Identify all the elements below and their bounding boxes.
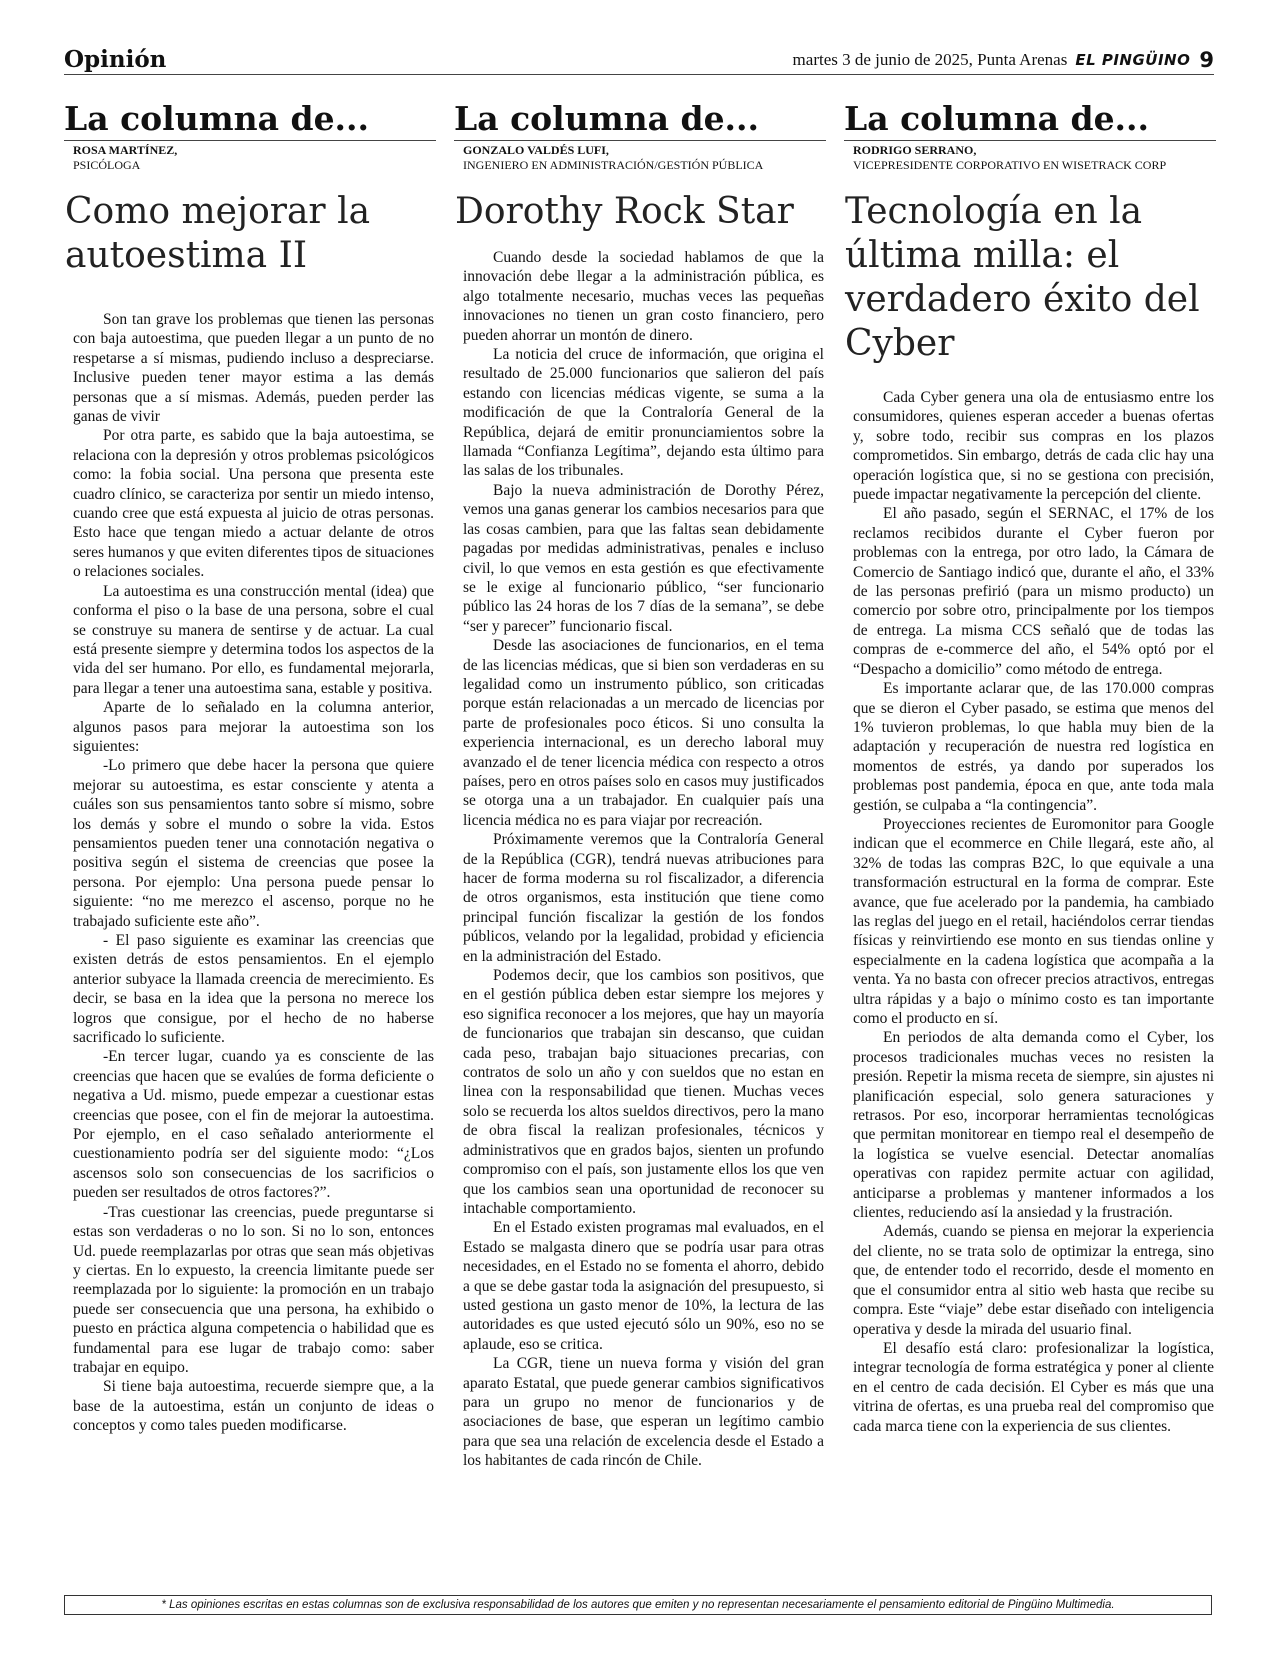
author-role: VICEPRESIDENTE CORPORATIVO EN WISETRACK CORP [853,158,1167,172]
column-3 [844,98,1216,1436]
section-title: Opinión [64,46,167,73]
header-right [793,46,1214,74]
article-paragraph: Podemos decir, que los cambios son positivos, que en el gestión pública deben estar siempre los mejores y eso significa reconocer a los mejores, que hay un mayoría de funcionarios que trabajan sin descanso, que cuidan cada peso, trabajan bajo situaciones precarias, con contratos de solo un año y con sueldos que no estan en linea con la responsabilidad que tienen. Muchas veces solo se recuerda los altos sueldos directivos, pero la mano de obra fiscal la realizan profesionales, técnicos y administrativos que en grados bajos, sienten un profundo compromiso con el país, son justamente ellos los que ven que los cambios sean una oportunidad de reconocer su intachable comportamiento. [463,967,824,1217]
article-body [64,310,436,1436]
article-paragraph: En periodos de alta demanda como el Cyber, los procesos tradicionales muchas veces no resisten la presión. Repetir la misma receta de siempre, sin ajustes ni planificación especial, solo genera saturaciones y retrasos. Por eso, incorporar herramientas tecnológicas que permitan monitorear en tiempo real el desempeño de la logística se vuelve esencial. Detectar anomalías operativas con rapidez permite actuar con agilidad, anticiparse a problemas y mantener informados a los clientes, reduciendo así la ansiedad y la frustración. [853,1029,1214,1222]
article-paragraph: La noticia del cruce de información, que origina el resultado de 25.000 funcionarios que salieron del país estando con licencias médicas vigente, se suma a la modificación de que la Contraloría General de la República, dejará de emitir pronunciamientos sobre la llamada “Confianza Legítima”, dejando esta último para las salas de los tribunales. [463,346,824,480]
article-paragraph: Por otra parte, es sabido que la baja autoestima, se relaciona con la depresión y otros problemas psicológicos como: la fobia social. Una persona que presenta este cuadro clínico, se caracteriza por sentir un miedo intenso, cuando cree que está expuesta al juicio de otras personas. Esto hace que tengan miedo a actuar delante de otros seres humanos y que eviten diferentes tipos de situaciones o relaciones sociales. [73,427,434,581]
article-paragraph: -En tercer lugar, cuando ya es consciente de las creencias que hacen que se evalúes de forma deficiente o negativa a Ud. mismo, puede empezar a cuestionar estas creencias que posee, con el fin de mejorar la autoestima. Por ejemplo, en el caso señalado anteriormente el cuestionamiento podría ser del siguiente modo: “¿Los ascensos solo son consecuencias de los sacrificios o pueden ser resultados de otros factores?”. [73,1048,434,1202]
page-header [64,46,1214,75]
column-1 [64,98,436,1436]
article-paragraph: Son tan grave los problemas que tienen las personas con baja autoestima, que pueden llegar a un punto de no respetarse a sí mismas, pudiendo incluso a despreciarse. Inclusive pueden tener mayor estima a las demás personas que a sí mismas. Además, pueden perder las ganas de vivir [73,311,434,426]
article-paragraph: Además, cuando se piensa en mejorar la experiencia del cliente, no se trata solo de optimizar la entrega, sino que, de entender todo el recorrido, desde el momento en que el consumidor entra al sitio web hasta que recibe su compra. Este “viaje” debe estar diseñado con inteligencia operativa y desde la mirada del usuario final. [853,1223,1214,1338]
article-headline: Dorothy Rock Star [455,191,794,232]
column-kicker: La columna de... [64,98,436,141]
article-paragraph: El desafío está claro: profesionalizar la logística, integrar tecnología de forma estratégica y poner al cliente en el centro de cada decisión. El Cyber es más que una vitrina de ofertas, es una prueba real del compromiso que cada marca tiene con la experiencia de sus clientes. [853,1339,1214,1435]
byline [64,143,436,173]
author-name: RODRIGO SERRANO, [853,143,977,157]
article-paragraph: En el Estado existen programas mal evaluados, en el Estado se malgasta dinero que se podría usar para otras necesidades, en el Estado no se fomenta el ahorro, debido a que se debe gastar toda la asignación del presupuesto, si usted gestiona un gasto menor de 10%, la lectura de las autoridades es que usted ejecutó sólo un 90%, eso no se aplaude, eso se critica. [463,1219,824,1353]
byline [454,143,826,173]
article-paragraph: -Tras cuestionar las creencias, puede preguntarse si estas son verdaderas o no lo son. Si no lo son, entonces Ud. puede reemplazarlas por otras que sean más objetivas y ciertas. En lo expuesto, la creencia limitante puede ser reemplazada por lo siguiente: la promoción en un trabajo puede ser consecuencia que una persona, ha exhibido o puesto en práctica alguna competencia o habilidad que es fundamental para ese lugar de trabajo como: saber trabajar en equipo. [73,1203,434,1376]
newspaper-logo: EL PINGÜINO [1075,51,1191,69]
column-kicker: La columna de... [454,98,826,141]
article-paragraph: Bajo la nueva administración de Dorothy Pérez, vemos una ganas generar los cambios necesarios para que las cosas cambien, para que las faltas sean debidamente pagadas por medidas administrativas, penales e incluso civil, lo que vemos en esta gestión es que efectivamente se le exige al funcionario público, “ser funcionario público las 24 horas de los 7 días de la semana”, se debe “ser y parecer” funcionario fiscal. [463,481,824,635]
article-paragraph: El año pasado, según el SERNAC, el 17% de los reclamos recibidos durante el Cyber fueron por problemas con la entrega, por otro lado, la Cámara de Comercio de Santiago indicó que, durante el año, el 33% de las personas prefirió (para un mismo producto) un comercio por sobre otro, principalmente por los tiempos de entrega. La misma CCS señaló que de todas las compras de e-commerce del año, el 54% optó por el “Despacho a domicilio” como método de entrega. [853,505,1214,678]
article-paragraph: Es importante aclarar que, de las 170.000 compras que se dieron el Cyber pasado, se estima que menos del 1% tuvieron problemas, lo que habla muy bien de la adaptación y recuperación de nuestra red logística en momentos de estrés, ya dando por superados los problemas post pandemia, época en que, ante toda mala gestión, se culpaba a “la contingencia”. [853,680,1214,814]
article-paragraph: Cuando desde la sociedad hablamos de que la innovación debe llegar a la administración pública, es algo totalmente necesario, muchas veces las pequeñas innovaciones no tienen un gran costo financiero, pero pueden ahorrar un montón de dinero. [463,249,824,344]
article-paragraph: Aparte de lo señalado en la columna anterior, algunos pasos para mejorar la autoestima son los siguientes: [73,699,434,755]
column-2 [454,98,826,1471]
article-paragraph: La CGR, tiene un nueva forma y visión del gran aparato Estatal, que puede generar cambios significativos para un grupo no menor de funcionarios y de asociaciones de base, que esperan un legítimo cambio para que sea una relación de excelencia desde el Estado a los habitantes de cada rincón de Chile. [463,1355,824,1470]
byline [844,143,1216,173]
author-name: GONZALO VALDÉS LUFI, [463,143,609,157]
article-paragraph: Cada Cyber genera una ola de entusiasmo entre los consumidores, quienes esperan acceder a buenas ofertas y, sobre todo, recibir sus compras en los plazos comprometidos. Sin embargo, detrás de cada clic hay una operación logística que, si no se gestiona con precisión, puede impactar negativamente la percepción del cliente. [853,389,1214,504]
article-paragraph: Proyecciones recientes de Euromonitor para Google indican que el ecommerce en Chile llegará, este año, al 32% de todas las compras B2C, lo que equivale a una transformación estructural en la forma de comprar. Este avance, que fue acelerado por la pandemia, ha cambiado las reglas del juego en el retail, haciéndolos cerrar tiendas físicas y reinvirtiendo ese monto en sus tiendas online y especialmente en la cadena logística que acompaña a la venta. Ya no basta con ofrecer precios atractivos, entregas ultra rápidas y a bajo o mínimo costo es tan importante como el producto en sí. [853,815,1214,1027]
column-kicker: La columna de... [844,98,1216,141]
article-headline: Tecnología en la última milla: el verdadero éxito del Cyber [845,191,1200,364]
article-paragraph: Si tiene baja autoestima, recuerde siempre que, a la base de la autoestima, están un conjunto de ideas o conceptos y como tales pueden modificarse. [73,1378,434,1435]
article-paragraph: La autoestima es una construcción mental (idea) que conforma el piso o la base de una persona, sobre el cual se construye su manera de sentirse y de actuar. La cual está presente siempre y determina todos los aspectos de la vida del ser humano. Por ello, es fundamental mejorarla, para llegar a tener una autoestima sana, estable y positiva. [73,582,434,697]
article-paragraph: Próximamente veremos que la Contraloría General de la República (CGR), tendrá nuevas atribuciones para hacer de forma moderna su rol fiscalizador, a diferencia de otros organismos, esta institución que tiene como principal función fiscalizar la gestión de los fondos públicos, velando por la legalidad, probidad y eficiencia en la administración del Estado. [463,831,824,965]
article-body [844,388,1216,1436]
article-paragraph: - El paso siguiente es examinar las creencias que existen detrás de estos pensamientos. En el ejemplo anterior subyace la llamada creencia de merecimiento. Es decir, se basa en la idea que la persona no merece los logros que consigue, por el hecho de no haberse sacrificado lo suficiente. [73,932,434,1047]
article-paragraph: Desde las asociaciones de funcionarios, en el tema de las licencias médicas, que si bien son verdaderas en su legalidad como un instrumento público, son criticadas porque están relacionadas a un mercado de licencias por parte de profesionales poco éticos. Si uno consulta la experiencia internacional, es un derecho laboral muy avanzado el de tener licencia médica con respecto a otros países, pero en otros países solo en casos muy justificados se otorga una a un trabajador. En cualquier país una licencia médica no es para viajar por recreación. [463,637,824,829]
date-line: martes 3 de junio de 2025, Punta Arenas [792,50,1068,69]
disclaimer-footer: * Las opiniones escritas en estas columnas son de exclusiva responsabilidad de los autores que emiten y no representan necesariamente el pensamiento editorial de Pingüino Multimedia. [64,1595,1212,1615]
author-role: INGENIERO EN ADMINISTRACIÓN/GESTIÓN PÚBLICA [463,158,764,172]
article-headline: Como mejorar la autoestima II [65,191,371,276]
article-paragraph: -Lo primero que debe hacer la persona que quiere mejorar su autoestima, es estar consciente y atenta a cuáles son sus pensamientos tanto sobre sí mismo, sobre los demás y sobre el mundo o sobre la vida. Estos pensamientos pueden tener una connotación negativa o positiva según el sistema de creencias que posee la persona. Por ejemplo: Una persona puede pensar lo siguiente: “no me merezco el ascenso, porque no he trabajado suficiente este año”. [73,757,434,930]
page-number: 9 [1199,48,1214,72]
article-body [454,248,826,1471]
author-role: PSICÓLOGA [73,158,141,172]
author-name: ROSA MARTÍNEZ, [73,143,178,157]
